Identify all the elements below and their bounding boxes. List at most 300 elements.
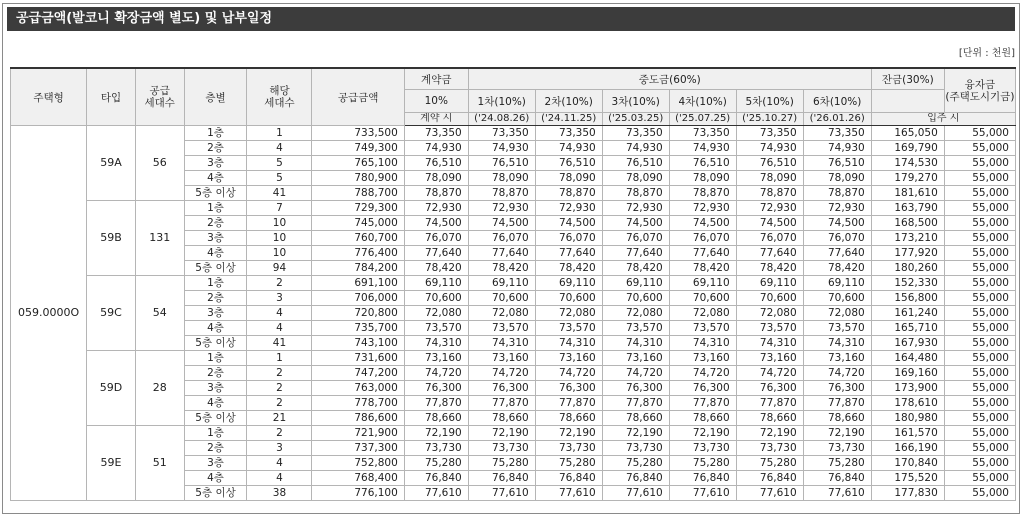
installment-cell: 70,600 [535, 291, 602, 306]
floor-cell: 1층 [184, 351, 247, 366]
loan-cell: 55,000 [944, 441, 1015, 456]
supply-count-cell: 28 [135, 351, 184, 426]
unit-type-cell: 59B [87, 201, 136, 276]
supply-amount-cell: 768,400 [312, 471, 404, 486]
balance-cell: 164,480 [871, 351, 944, 366]
page-title: 공급금액(발코니 확장금액 별도) 및 납부일정 [7, 7, 1015, 31]
contract-cell: 72,930 [404, 201, 468, 216]
header-housing-type: 주택형 [11, 68, 87, 126]
installment-cell: 78,090 [736, 171, 803, 186]
installment-cell: 76,840 [803, 471, 871, 486]
loan-cell: 55,000 [944, 201, 1015, 216]
loan-cell: 55,000 [944, 321, 1015, 336]
installment-cell: 74,720 [669, 366, 736, 381]
installment-cell: 78,870 [468, 186, 535, 201]
installment-cell: 76,510 [468, 156, 535, 171]
installment-cell: 76,300 [468, 381, 535, 396]
installment-cell: 78,660 [736, 411, 803, 426]
floor-cell: 4층 [184, 396, 247, 411]
installment-cell: 70,600 [602, 291, 669, 306]
installment-cell: 78,420 [669, 261, 736, 276]
floor-cell: 1층 [184, 276, 247, 291]
unit-type-cell: 59C [87, 276, 136, 351]
header-loan: 융자금 (주택도시기금) [944, 68, 1015, 113]
installment-cell: 78,420 [602, 261, 669, 276]
installment-cell: 76,300 [669, 381, 736, 396]
units-cell: 7 [247, 201, 312, 216]
header-installment-date: ('25.03.25) [602, 113, 669, 126]
floor-cell: 4층 [184, 321, 247, 336]
installment-cell: 73,570 [736, 321, 803, 336]
installment-cell: 78,660 [602, 411, 669, 426]
installment-cell: 73,730 [602, 441, 669, 456]
units-cell: 10 [247, 231, 312, 246]
installment-cell: 77,610 [669, 486, 736, 501]
loan-cell: 55,000 [944, 396, 1015, 411]
units-cell: 94 [247, 261, 312, 276]
installment-cell: 78,090 [468, 171, 535, 186]
installment-cell: 77,610 [736, 486, 803, 501]
installment-cell: 78,090 [669, 171, 736, 186]
installment-cell: 73,350 [602, 126, 669, 141]
supply-amount-cell: 737,300 [312, 441, 404, 456]
loan-cell: 55,000 [944, 291, 1015, 306]
installment-cell: 77,610 [468, 486, 535, 501]
loan-cell: 55,000 [944, 306, 1015, 321]
installment-cell: 74,930 [736, 141, 803, 156]
installment-cell: 74,930 [535, 141, 602, 156]
floor-cell: 5층 이상 [184, 486, 247, 501]
installment-cell: 72,930 [736, 201, 803, 216]
header-installment: 2차(10%) [535, 90, 602, 113]
installment-cell: 73,350 [736, 126, 803, 141]
balance-cell: 169,160 [871, 366, 944, 381]
installment-cell: 72,190 [468, 426, 535, 441]
balance-cell: 168,500 [871, 216, 944, 231]
installment-cell: 76,840 [669, 471, 736, 486]
installment-cell: 74,930 [602, 141, 669, 156]
installment-cell: 76,510 [669, 156, 736, 171]
contract-cell: 74,720 [404, 366, 468, 381]
header-contract-pct: 10% [404, 90, 468, 113]
floor-cell: 2층 [184, 291, 247, 306]
installment-cell: 76,070 [602, 231, 669, 246]
floor-cell: 2층 [184, 141, 247, 156]
installment-cell: 73,730 [468, 441, 535, 456]
installment-cell: 77,610 [602, 486, 669, 501]
supply-amount-cell: 735,700 [312, 321, 404, 336]
supply-count-cell: 131 [135, 201, 184, 276]
installment-cell: 73,160 [803, 351, 871, 366]
installment-cell: 76,840 [535, 471, 602, 486]
floor-cell: 4층 [184, 171, 247, 186]
balance-cell: 152,330 [871, 276, 944, 291]
installment-cell: 76,510 [736, 156, 803, 171]
installment-cell: 74,720 [468, 366, 535, 381]
installment-cell: 75,280 [803, 456, 871, 471]
installment-cell: 73,730 [669, 441, 736, 456]
floor-cell: 3층 [184, 231, 247, 246]
loan-cell: 55,000 [944, 246, 1015, 261]
header-installment-date: ('26.01.26) [803, 113, 871, 126]
installment-cell: 75,280 [736, 456, 803, 471]
installment-cell: 74,720 [602, 366, 669, 381]
installment-cell: 74,310 [535, 336, 602, 351]
installment-cell: 77,870 [803, 396, 871, 411]
installment-cell: 74,310 [736, 336, 803, 351]
installment-cell: 74,500 [669, 216, 736, 231]
balance-cell: 167,930 [871, 336, 944, 351]
balance-cell: 180,980 [871, 411, 944, 426]
installment-cell: 78,870 [602, 186, 669, 201]
supply-amount-cell: 743,100 [312, 336, 404, 351]
installment-cell: 77,870 [602, 396, 669, 411]
header-contract-when: 계약 시 [404, 113, 468, 126]
contract-cell: 75,280 [404, 456, 468, 471]
installment-cell: 74,720 [535, 366, 602, 381]
unit-type-cell: 59A [87, 126, 136, 201]
contract-cell: 73,350 [404, 126, 468, 141]
installment-cell: 77,640 [803, 246, 871, 261]
installment-cell: 77,610 [803, 486, 871, 501]
floor-cell: 5층 이상 [184, 261, 247, 276]
supply-amount-cell: 760,700 [312, 231, 404, 246]
header-middle-payment: 중도금(60%) [468, 68, 871, 90]
installment-cell: 77,640 [535, 246, 602, 261]
contract-cell: 73,160 [404, 351, 468, 366]
contract-cell: 72,190 [404, 426, 468, 441]
balance-cell: 174,530 [871, 156, 944, 171]
units-cell: 4 [247, 471, 312, 486]
contract-cell: 76,510 [404, 156, 468, 171]
balance-cell: 170,840 [871, 456, 944, 471]
contract-cell: 69,110 [404, 276, 468, 291]
units-cell: 10 [247, 246, 312, 261]
loan-cell: 55,000 [944, 171, 1015, 186]
floor-cell: 5층 이상 [184, 411, 247, 426]
balance-cell: 173,210 [871, 231, 944, 246]
header-balance: 잔금(30%) [871, 68, 944, 90]
table-row [11, 351, 1016, 366]
floor-cell: 5층 이상 [184, 186, 247, 201]
installment-cell: 70,600 [468, 291, 535, 306]
loan-cell: 55,000 [944, 381, 1015, 396]
installment-cell: 76,300 [602, 381, 669, 396]
supply-amount-cell: 765,100 [312, 156, 404, 171]
balance-cell: 169,790 [871, 141, 944, 156]
units-cell: 2 [247, 381, 312, 396]
installment-cell: 69,110 [669, 276, 736, 291]
installment-cell: 76,300 [535, 381, 602, 396]
units-cell: 4 [247, 141, 312, 156]
header-installment-date: ('25.10.27) [736, 113, 803, 126]
units-cell: 2 [247, 426, 312, 441]
installment-cell: 74,310 [669, 336, 736, 351]
balance-cell: 173,900 [871, 381, 944, 396]
units-cell: 38 [247, 486, 312, 501]
supply-amount-cell: 780,900 [312, 171, 404, 186]
table-row [11, 126, 1016, 141]
installment-cell: 72,190 [736, 426, 803, 441]
installment-cell: 75,280 [468, 456, 535, 471]
installment-cell: 77,870 [736, 396, 803, 411]
supply-amount-cell: 776,100 [312, 486, 404, 501]
supply-count-cell: 54 [135, 276, 184, 351]
units-cell: 2 [247, 396, 312, 411]
installment-cell: 72,930 [602, 201, 669, 216]
header-supply-count: 공급 세대수 [135, 68, 184, 126]
installment-cell: 73,160 [736, 351, 803, 366]
contract-cell: 70,600 [404, 291, 468, 306]
units-cell: 4 [247, 456, 312, 471]
balance-cell: 177,830 [871, 486, 944, 501]
floor-cell: 4층 [184, 246, 247, 261]
contract-cell: 78,420 [404, 261, 468, 276]
unit-label: [단위 : 천원] [958, 48, 1015, 59]
installment-cell: 70,600 [803, 291, 871, 306]
header-installment-date: ('24.11.25) [535, 113, 602, 126]
installment-cell: 74,310 [803, 336, 871, 351]
balance-cell: 161,240 [871, 306, 944, 321]
installment-cell: 73,160 [602, 351, 669, 366]
loan-cell: 55,000 [944, 261, 1015, 276]
header-installment: 5차(10%) [736, 90, 803, 113]
header-supply-amount: 공급금액 [312, 68, 404, 126]
installment-cell: 76,840 [468, 471, 535, 486]
floor-cell: 3층 [184, 456, 247, 471]
installment-cell: 75,280 [602, 456, 669, 471]
supply-amount-cell: 747,200 [312, 366, 404, 381]
installment-cell: 74,930 [468, 141, 535, 156]
supply-amount-cell: 720,800 [312, 306, 404, 321]
loan-cell: 55,000 [944, 336, 1015, 351]
balance-cell: 165,710 [871, 321, 944, 336]
balance-cell: 161,570 [871, 426, 944, 441]
installment-cell: 73,350 [669, 126, 736, 141]
contract-cell: 77,610 [404, 486, 468, 501]
supply-amount-cell: 763,000 [312, 381, 404, 396]
header-move-in: 입주 시 [871, 113, 1015, 126]
installment-cell: 78,420 [736, 261, 803, 276]
installment-cell: 76,070 [669, 231, 736, 246]
installment-cell: 72,080 [535, 306, 602, 321]
supply-amount-cell: 706,000 [312, 291, 404, 306]
installment-cell: 70,600 [736, 291, 803, 306]
installment-cell: 78,660 [803, 411, 871, 426]
floor-cell: 1층 [184, 126, 247, 141]
supply-amount-cell: 776,400 [312, 246, 404, 261]
floor-cell: 2층 [184, 216, 247, 231]
supply-amount-cell: 691,100 [312, 276, 404, 291]
installment-cell: 78,090 [602, 171, 669, 186]
installment-cell: 77,640 [669, 246, 736, 261]
installment-cell: 72,930 [468, 201, 535, 216]
supply-amount-cell: 749,300 [312, 141, 404, 156]
installment-cell: 72,190 [602, 426, 669, 441]
installment-cell: 78,870 [736, 186, 803, 201]
installment-cell: 74,310 [602, 336, 669, 351]
table-row [11, 426, 1016, 441]
installment-cell: 69,110 [736, 276, 803, 291]
installment-cell: 77,640 [468, 246, 535, 261]
contract-cell: 78,870 [404, 186, 468, 201]
units-cell: 21 [247, 411, 312, 426]
installment-cell: 74,720 [736, 366, 803, 381]
header-unit-type: 타입 [87, 68, 136, 126]
installment-cell: 73,350 [803, 126, 871, 141]
units-cell: 10 [247, 216, 312, 231]
installment-cell: 69,110 [602, 276, 669, 291]
installment-cell: 72,930 [535, 201, 602, 216]
header-installment: 1차(10%) [468, 90, 535, 113]
installment-cell: 70,600 [669, 291, 736, 306]
installment-cell: 76,510 [535, 156, 602, 171]
supply-amount-cell: 788,700 [312, 186, 404, 201]
installment-cell: 74,500 [535, 216, 602, 231]
units-cell: 5 [247, 171, 312, 186]
installment-cell: 72,190 [669, 426, 736, 441]
loan-cell: 55,000 [944, 216, 1015, 231]
contract-cell: 74,500 [404, 216, 468, 231]
installment-cell: 73,570 [602, 321, 669, 336]
installment-cell: 72,080 [468, 306, 535, 321]
supply-amount-cell: 778,700 [312, 396, 404, 411]
header-installment: 3차(10%) [602, 90, 669, 113]
balance-cell: 181,610 [871, 186, 944, 201]
installment-cell: 77,870 [669, 396, 736, 411]
supply-amount-cell: 752,800 [312, 456, 404, 471]
balance-cell: 177,920 [871, 246, 944, 261]
installment-cell: 72,930 [669, 201, 736, 216]
loan-cell: 55,000 [944, 156, 1015, 171]
contract-cell: 76,300 [404, 381, 468, 396]
header-applicable-count: 해당 세대수 [247, 68, 312, 126]
loan-cell: 55,000 [944, 186, 1015, 201]
installment-cell: 72,190 [803, 426, 871, 441]
contract-cell: 76,840 [404, 471, 468, 486]
installment-cell: 74,930 [803, 141, 871, 156]
contract-cell: 78,090 [404, 171, 468, 186]
header-installment-date: ('24.08.26) [468, 113, 535, 126]
installment-cell: 76,070 [803, 231, 871, 246]
units-cell: 4 [247, 306, 312, 321]
installment-cell: 73,730 [736, 441, 803, 456]
installment-cell: 78,420 [468, 261, 535, 276]
header-floor: 층별 [184, 68, 247, 126]
loan-cell: 55,000 [944, 426, 1015, 441]
installment-cell: 73,570 [669, 321, 736, 336]
installment-cell: 69,110 [468, 276, 535, 291]
installment-cell: 69,110 [803, 276, 871, 291]
installment-cell: 77,870 [468, 396, 535, 411]
header-installment-date: ('25.07.25) [669, 113, 736, 126]
unit-type-cell: 59E [87, 426, 136, 501]
balance-cell: 166,190 [871, 441, 944, 456]
installment-cell: 74,310 [468, 336, 535, 351]
contract-cell: 74,310 [404, 336, 468, 351]
loan-cell: 55,000 [944, 231, 1015, 246]
installment-cell: 73,570 [535, 321, 602, 336]
supply-amount-cell: 745,000 [312, 216, 404, 231]
contract-cell: 78,660 [404, 411, 468, 426]
installment-cell: 77,610 [535, 486, 602, 501]
price-schedule-table [10, 67, 1016, 501]
installment-cell: 74,500 [736, 216, 803, 231]
installment-cell: 74,500 [468, 216, 535, 231]
installment-cell: 73,350 [468, 126, 535, 141]
units-cell: 2 [247, 276, 312, 291]
installment-cell: 72,930 [803, 201, 871, 216]
loan-cell: 55,000 [944, 471, 1015, 486]
installment-cell: 78,660 [669, 411, 736, 426]
installment-cell: 73,730 [535, 441, 602, 456]
installment-cell: 73,350 [535, 126, 602, 141]
units-cell: 2 [247, 366, 312, 381]
installment-cell: 73,570 [803, 321, 871, 336]
installment-cell: 73,570 [468, 321, 535, 336]
housing-type-cell: 059.0000O [11, 126, 87, 501]
floor-cell: 3층 [184, 381, 247, 396]
floor-cell: 2층 [184, 366, 247, 381]
units-cell: 41 [247, 336, 312, 351]
installment-cell: 69,110 [535, 276, 602, 291]
installment-cell: 72,190 [535, 426, 602, 441]
installment-cell: 77,640 [736, 246, 803, 261]
installment-cell: 76,070 [535, 231, 602, 246]
units-cell: 4 [247, 321, 312, 336]
installment-cell: 76,840 [736, 471, 803, 486]
header-balance-blank [871, 90, 944, 113]
installment-cell: 72,080 [602, 306, 669, 321]
floor-cell: 5층 이상 [184, 336, 247, 351]
balance-cell: 163,790 [871, 201, 944, 216]
loan-cell: 55,000 [944, 276, 1015, 291]
contract-cell: 77,640 [404, 246, 468, 261]
balance-cell: 178,610 [871, 396, 944, 411]
installment-cell: 78,870 [669, 186, 736, 201]
installment-cell: 78,420 [535, 261, 602, 276]
installment-cell: 76,510 [602, 156, 669, 171]
units-cell: 5 [247, 156, 312, 171]
units-cell: 1 [247, 126, 312, 141]
contract-cell: 73,570 [404, 321, 468, 336]
loan-cell: 55,000 [944, 486, 1015, 501]
installment-cell: 78,090 [535, 171, 602, 186]
units-cell: 1 [247, 351, 312, 366]
installment-cell: 76,510 [803, 156, 871, 171]
installment-cell: 72,080 [669, 306, 736, 321]
installment-cell: 78,660 [468, 411, 535, 426]
floor-cell: 2층 [184, 441, 247, 456]
loan-cell: 55,000 [944, 456, 1015, 471]
balance-cell: 156,800 [871, 291, 944, 306]
installment-cell: 74,500 [602, 216, 669, 231]
installment-cell: 76,300 [803, 381, 871, 396]
balance-cell: 180,260 [871, 261, 944, 276]
supply-amount-cell: 731,600 [312, 351, 404, 366]
table-row [11, 276, 1016, 291]
installment-cell: 76,300 [736, 381, 803, 396]
installment-cell: 78,870 [803, 186, 871, 201]
installment-cell: 78,090 [803, 171, 871, 186]
units-cell: 41 [247, 186, 312, 201]
supply-amount-cell: 733,500 [312, 126, 404, 141]
loan-cell: 55,000 [944, 126, 1015, 141]
installment-cell: 75,280 [535, 456, 602, 471]
supply-amount-cell: 784,200 [312, 261, 404, 276]
floor-cell: 4층 [184, 471, 247, 486]
contract-cell: 74,930 [404, 141, 468, 156]
